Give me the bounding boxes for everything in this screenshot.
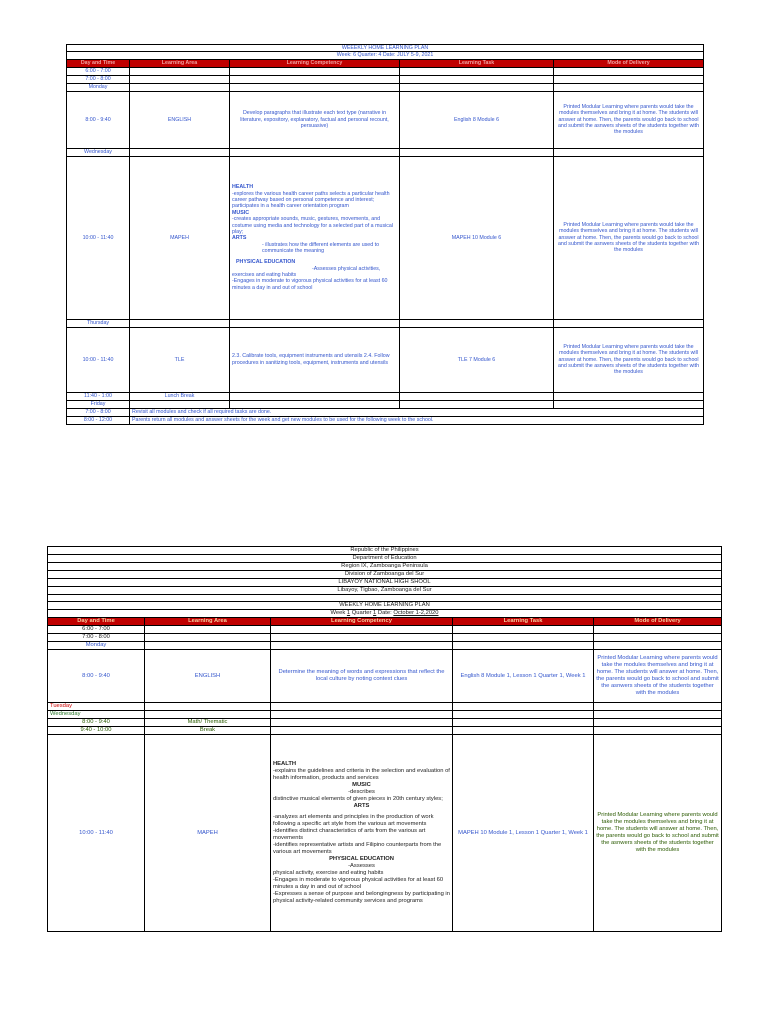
table-row xyxy=(48,735,722,932)
delivery-cell: Printed Modular Learning where parents would take the modules themselves and bring it at home. The students will answer at home. Then, the parents would go back to school and submit the asnwers sheets of the students together with the modules xyxy=(554,91,704,148)
pe-heading: PHYSICAL EDUCATION xyxy=(329,855,394,862)
arts-heading: ARTS xyxy=(353,803,370,810)
task-cell: English 8 Module 1, Lesson 1 Quarter 1, Week 1 xyxy=(453,650,594,703)
table-row xyxy=(67,392,704,400)
day-cell: Tuesday xyxy=(48,703,145,711)
time-cell: 8:00 - 9:40 xyxy=(48,719,145,727)
health-heading: HEALTH xyxy=(232,184,254,191)
header-mode-delivery: Mode of Delivery xyxy=(594,618,722,626)
time-cell: 8:00 - 9:40 xyxy=(48,650,145,703)
friday-note: Parents return all modules and answer sheets for the week and get new modules to be used for the following week to the school. xyxy=(130,416,704,424)
music-text-2: distinctive musical elements of given pieces in 20th century styles; xyxy=(273,796,443,803)
table-row xyxy=(67,319,704,327)
table-row xyxy=(48,650,722,703)
header-line-4: Division of Zamboanga del Sur xyxy=(48,571,722,579)
pe-text-1: -Assesses xyxy=(348,862,375,869)
plan-subtitle: Week: 6 Quarter: 4 Date: JULY 5-9, 2021 xyxy=(67,52,704,59)
weekly-plan-table-1 xyxy=(66,44,703,425)
header-mode-delivery: Mode of Delivery xyxy=(554,59,704,67)
table-row xyxy=(67,327,704,392)
table-row xyxy=(48,711,722,719)
header-learning-competency: Learning Competency xyxy=(271,618,453,626)
time-cell: 7:00 - 8:00 xyxy=(67,75,130,83)
friday-note: Revisit all modules and check if all required tasks are done. xyxy=(130,408,704,416)
time-cell: 10:00 - 11:40 xyxy=(48,735,145,932)
lunch-cell: Lunch Break xyxy=(130,392,230,400)
competency-cell: Develop paragraphs that illustrate each text type (narrative in literature, expository, explanatory, factual and personal recount, persuasive) xyxy=(230,91,400,148)
competency-cell: 2.3. Calibrate tools, equipment instruments and utensils 2.4. Follow procedures in sanitizing tools, equipment, instruments and utensils xyxy=(230,327,400,392)
table-row xyxy=(67,408,704,416)
day-cell: Thursday xyxy=(67,319,130,327)
music-text: -creates appropriate sounds, music, gestures, movements, and costume using media and technology for a selected part of a musical play; xyxy=(232,216,394,235)
header-line-6: Libayoy, Tigbao, Zamboanga del Sur xyxy=(48,587,722,595)
music-text-1: -describes xyxy=(348,789,375,796)
header-row xyxy=(67,59,704,67)
table-row xyxy=(67,148,704,156)
header-learning-task: Learning Task xyxy=(400,59,554,67)
header-line-5: LIBAYOY NATIONAL HIGH SHOOL xyxy=(48,579,722,587)
header-learning-competency: Learning Competency xyxy=(230,59,400,67)
header-line-2: Department of Education xyxy=(48,555,722,563)
day-cell: Wednesday xyxy=(67,148,130,156)
table-row xyxy=(67,400,704,408)
learning-area-cell: Math/ Thematic xyxy=(145,719,271,727)
plan-title: WEEEKLY HOME LEARNING PLAN xyxy=(67,45,704,52)
pe-text-3: -Engages in moderate to vigorous physical activities for at least 60 minutes a day in and out of school xyxy=(273,876,444,890)
health-text: -explains the guidelines and criteria in the selection and evaluation of health information, products and services xyxy=(273,768,450,782)
header-learning-area: Learning Area xyxy=(130,59,230,67)
pe-heading: PHYSICAL EDUCATION xyxy=(236,259,296,266)
header-day-time: Day and Time xyxy=(67,59,130,67)
day-cell: Monday xyxy=(67,83,130,91)
health-text: -explores the various health career paths selects a particular health career pathway based on personal competence and interest; participates in a health career orientation program xyxy=(232,190,390,210)
competency-cell xyxy=(230,156,400,319)
table-row xyxy=(67,91,704,148)
table-row xyxy=(48,727,722,735)
header-line-1: Republic of the Philippines xyxy=(48,547,722,555)
day-cell: Friday xyxy=(67,400,130,408)
header-row xyxy=(48,618,722,626)
learning-area-cell: ENGLISH xyxy=(145,650,271,703)
learning-area-cell: MAPEH xyxy=(130,156,230,319)
time-cell: 7:00 - 8:00 xyxy=(67,408,130,416)
table-row xyxy=(48,626,722,634)
time-cell: 6:00 - 7:00 xyxy=(48,626,145,634)
time-cell: 8:00 - 9:40 xyxy=(67,91,130,148)
header-line-3: Region IX, Zamboanga Peninsula xyxy=(48,563,722,571)
break-cell: Break xyxy=(145,727,271,735)
time-cell: 11:40 - 1:00 xyxy=(67,392,130,400)
day-cell: Monday xyxy=(48,642,145,650)
header-day-time: Day and Time xyxy=(48,618,145,626)
time-cell: 7:00 - 8:00 xyxy=(48,634,145,642)
arts-text: - illustrates how the different elements are used to communicate the meaning xyxy=(262,241,380,254)
time-cell: 10:00 - 11:40 xyxy=(67,327,130,392)
delivery-cell: Printed Modular Learning where parents would take the modules themselves and bring it at home. The students will answer at home. Then, the parents would go back to school and submit the asnwers sheets of the students together with the modules xyxy=(594,650,722,703)
table-row xyxy=(48,634,722,642)
pe-text-4: -Expresses a sense of purpose and belongingness by participating in physical activity-related community services and programs xyxy=(273,890,450,904)
delivery-cell: Printed Modular Learning where parents would take the modules themselves and bring it at home. The students will answer at home. Then, the parents would go back to school and submit the asnwers sheets of the students together with the modules xyxy=(554,156,704,319)
time-cell: 6:00 - 7:00 xyxy=(67,67,130,75)
delivery-cell: Printed Modular Learning where parents would take the modules themselves and bring it at home. The students will answer at home. Then, the parents would go back to school and submit the asnwers sheets of the students together with the modules xyxy=(554,327,704,392)
pe-text-1: -Assesses physical activities, xyxy=(312,265,381,272)
table-row xyxy=(48,703,722,711)
arts-text-2: -identifies distinct characteristics of arts from the various art movements xyxy=(273,828,426,841)
plan-title: WEEKLY HOME LEARNING PLAN xyxy=(48,602,722,610)
pe-text-3: -Engages in moderate to vigorous physical activities for at least 60 minutes a day in and out of school xyxy=(232,278,388,291)
weekly-plan-table-2 xyxy=(47,546,721,932)
health-heading: HEALTH xyxy=(273,761,297,768)
day-cell: Wednesday xyxy=(48,711,145,719)
competency-cell xyxy=(271,735,453,932)
pe-text-2: exercises and eating habits xyxy=(232,271,297,278)
time-cell: 8:00 - 12:00 xyxy=(67,416,130,424)
learning-area-cell: MAPEH xyxy=(145,735,271,932)
task-cell: English 8 Module 6 xyxy=(400,91,554,148)
table-row xyxy=(67,156,704,319)
learning-area-cell: TLE xyxy=(130,327,230,392)
time-cell: 9:40 - 10:00 xyxy=(48,727,145,735)
table-row xyxy=(48,719,722,727)
week-line: Week 1 Quarter 1 Date: October 1-2,2020 xyxy=(48,610,722,618)
music-heading: MUSIC xyxy=(352,782,371,789)
music-heading: MUSIC xyxy=(232,209,250,216)
time-cell: 10:00 - 11:40 xyxy=(67,156,130,319)
table-row xyxy=(67,416,704,424)
task-cell: MAPEH 10 Module 1, Lesson 1 Quarter 1, Week 1 xyxy=(453,735,594,932)
task-cell: MAPEH 10 Module 6 xyxy=(400,156,554,319)
arts-heading: ARTS xyxy=(232,235,247,242)
competency-cell: Determine the meaning of words and expressions that reflect the local culture by noting context clues xyxy=(271,650,453,703)
table-row xyxy=(67,75,704,83)
arts-text-3: -identifies representative artists and Filipino counterparts from the various art movements xyxy=(273,841,442,855)
task-cell: TLE 7 Module 6 xyxy=(400,327,554,392)
header-learning-area: Learning Area xyxy=(145,618,271,626)
pe-text-2: physical activity, exercise and eating habits xyxy=(273,869,384,876)
table-row xyxy=(48,642,722,650)
learning-area-cell: ENGLISH xyxy=(130,91,230,148)
table-row xyxy=(67,67,704,75)
table-row xyxy=(67,83,704,91)
header-learning-task: Learning Task xyxy=(453,618,594,626)
delivery-cell: Printed Modular Learning where parents would take the modules themselves and bring it at home. The students will answer at home. Then, the parents would go back to school and submit the asnwers sheets of the students together with the modules xyxy=(594,735,722,932)
arts-text-1: -analyzes art elements and principles in the production of work following a specific art style from the various art movements xyxy=(273,814,434,828)
